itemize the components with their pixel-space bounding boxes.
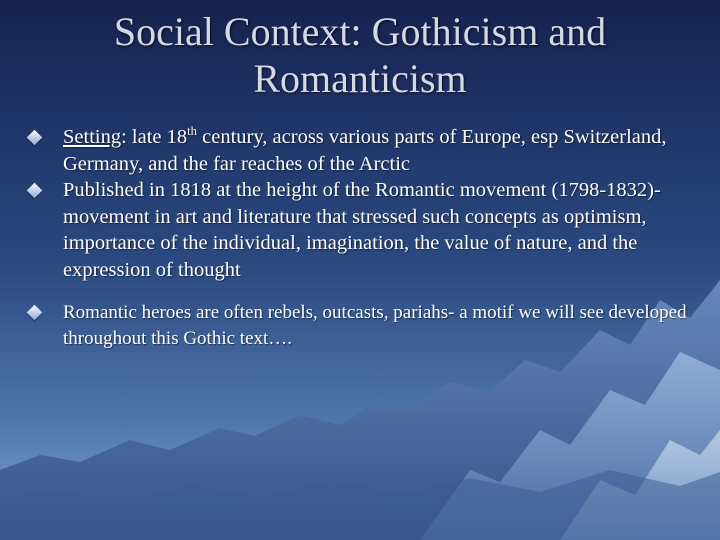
setting-text-end: century, across various parts of Europe, esp Switzerland, Germany, and the far reaches of the Arctic [63, 126, 667, 175]
bullet-item-setting [28, 124, 708, 177]
setting-text-start: : late 18 [121, 126, 188, 148]
romantic-heroes-text: Romantic heroes are often rebels, outcasts, pariahs- a motif we will see developed throughout this Gothic text…. [63, 301, 687, 349]
bullet-item-romantic-heroes [28, 300, 708, 352]
published-text: Published in 1818 at the height of the Romantic movement (1798-1832)- movement in art and literature that stressed such concepts as optimism, importance of the individual, imagination, the value of nature, and the expression of thought [63, 179, 661, 281]
bullet-item-published [28, 177, 708, 283]
slide-title: Social Context: Gothicism and Romanticism [113, 9, 607, 101]
diamond-bullet-icon [27, 183, 43, 199]
diamond-bullet-icon [27, 130, 43, 146]
setting-label: Setting [63, 126, 122, 148]
bullet-list [28, 124, 708, 352]
ordinal-superscript: th [187, 124, 198, 139]
diamond-bullet-icon [27, 304, 43, 320]
